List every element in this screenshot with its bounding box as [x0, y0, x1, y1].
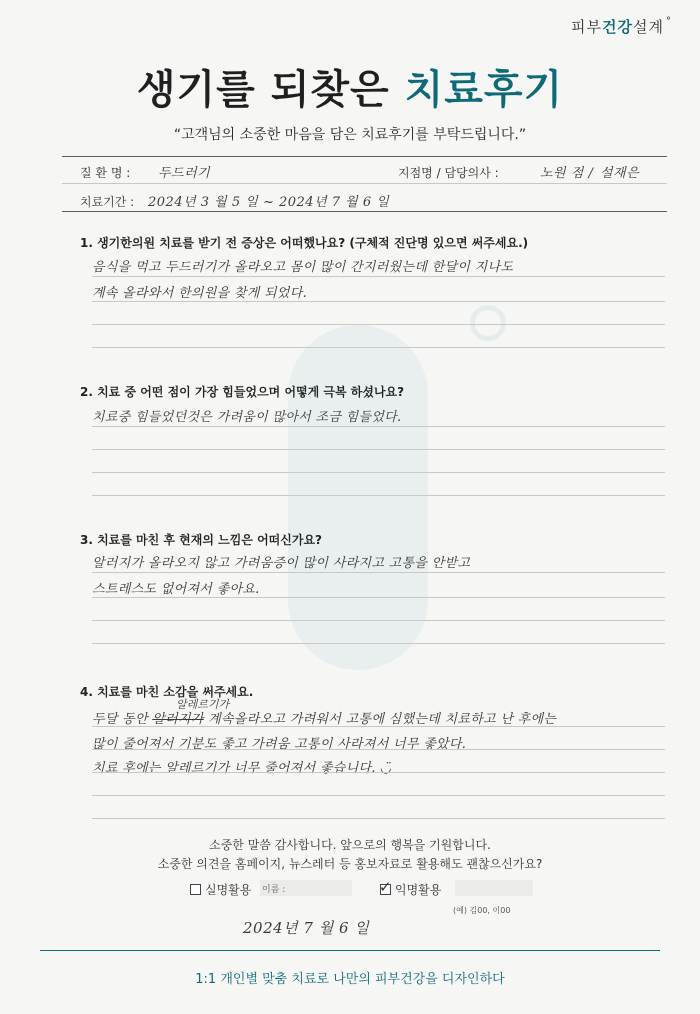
illness-value: 두드러기 [158, 166, 211, 181]
divider-top [62, 156, 667, 157]
period-label: 치료기간 : [80, 195, 135, 209]
name-label: 이름 : [262, 885, 286, 895]
answer-3-line-2: 스트레스도 없어져서 좋아요. [92, 582, 260, 597]
answer-line [92, 276, 665, 277]
anonymous-name-field[interactable] [455, 880, 533, 896]
question-2: 2. 치료 중 어떤 점이 가장 힘들었으며 어떻게 극복 하셨나요? [80, 385, 405, 399]
real-name-checkbox[interactable] [190, 884, 201, 895]
brand-logo: 피부건강설계 ° [571, 16, 672, 36]
watermark-shape [288, 325, 428, 670]
answer-4-line-1: 두달 동안 알러지가 계속올라오고 가려워서 고통에 심했는데 치료하고 난 후에는 [92, 712, 557, 727]
example-text: (예) 김00, 이00 [453, 906, 511, 915]
watermark-dot [470, 305, 506, 341]
answer-line [92, 818, 665, 819]
answer-line [92, 572, 665, 573]
answer-2-line-1: 치료중 힘들었던것은 가려움이 많아서 조금 힘들었다. [92, 410, 402, 425]
question-1: 1. 생기한의원 치료를 받기 전 증상은 어떠했나요? (구체적 진단명 있으면 써주세요.) [80, 236, 529, 250]
answer-line [92, 772, 665, 773]
answer-line [92, 449, 665, 450]
footer-divider [40, 950, 660, 951]
answer-line [92, 472, 665, 473]
answer-line [92, 426, 665, 427]
answer-1-line-2: 계속 올라와서 한의원을 찾게 되었다. [92, 286, 308, 301]
real-name-option: 실명활용 [205, 883, 252, 897]
answer-4-line-3: 치료 후에는 알레르기가 너무 줄어져서 좋습니다. ◡̈ [92, 761, 392, 776]
answer-line [92, 749, 665, 750]
closing-line-1: 소중한 말씀 감사합니다. 앞으로의 행복을 기원합니다. [209, 838, 491, 852]
divider-bottom [62, 211, 667, 212]
check-mark-icon: ✓ [379, 878, 392, 896]
answer-line [92, 726, 665, 727]
answer-line [92, 795, 665, 796]
page-title: 생기를 되찾은 치료후기 [136, 67, 564, 113]
footer-slogan: 1:1 개인별 맞춤 치료로 나만의 피부건강을 디자인하다 [195, 972, 505, 987]
branch-label: 지점명 / 담당의사 : [398, 166, 499, 180]
answer-4-line-2: 많이 줄어져서 기분도 좋고 가려움 고통이 사라져서 너무 좋았다. [92, 737, 467, 752]
answer-1-line-1: 음식을 먹고 두드러기가 올라오고 몸이 많이 간지러웠는데 한달이 지나도 [92, 260, 514, 275]
answer-3-line-1: 알러지가 올라오지 않고 가려움증이 많이 사라지고 고통을 안받고 [92, 556, 471, 571]
period-value: 2024년 3 월 5 일 ~ 2024년 7 월 6 일 [148, 195, 390, 210]
answer-line [92, 643, 665, 644]
question-4: 4. 치료를 마친 소감을 써주세요. [80, 685, 254, 699]
subtitle: “고객님의 소중한 마음을 담은 치료후기를 부탁드립니다.” [173, 127, 527, 143]
doctor-value: 설재은 [600, 166, 640, 181]
answer-line [92, 620, 665, 621]
answer-line [92, 324, 665, 325]
anonymous-option: 익명활용 [395, 883, 442, 897]
answer-line [92, 301, 665, 302]
question-3: 3. 치료를 마친 후 현재의 느낌은 어떠신가요? [80, 533, 323, 547]
answer-4-correction: 알레르기가 [176, 698, 230, 711]
answer-line [92, 347, 665, 348]
illness-label: 질 환 명 : [80, 166, 131, 180]
closing-line-2: 소중한 의견을 홈페이지, 뉴스레터 등 홍보자료로 활용해도 괜찮으신가요? [157, 857, 543, 871]
branch-value: 노원 점 / [540, 166, 594, 181]
signature-date: 2024년 7 월 6 일 [243, 919, 370, 937]
divider-mid [62, 183, 667, 184]
answer-line [92, 495, 665, 496]
answer-line [92, 597, 665, 598]
